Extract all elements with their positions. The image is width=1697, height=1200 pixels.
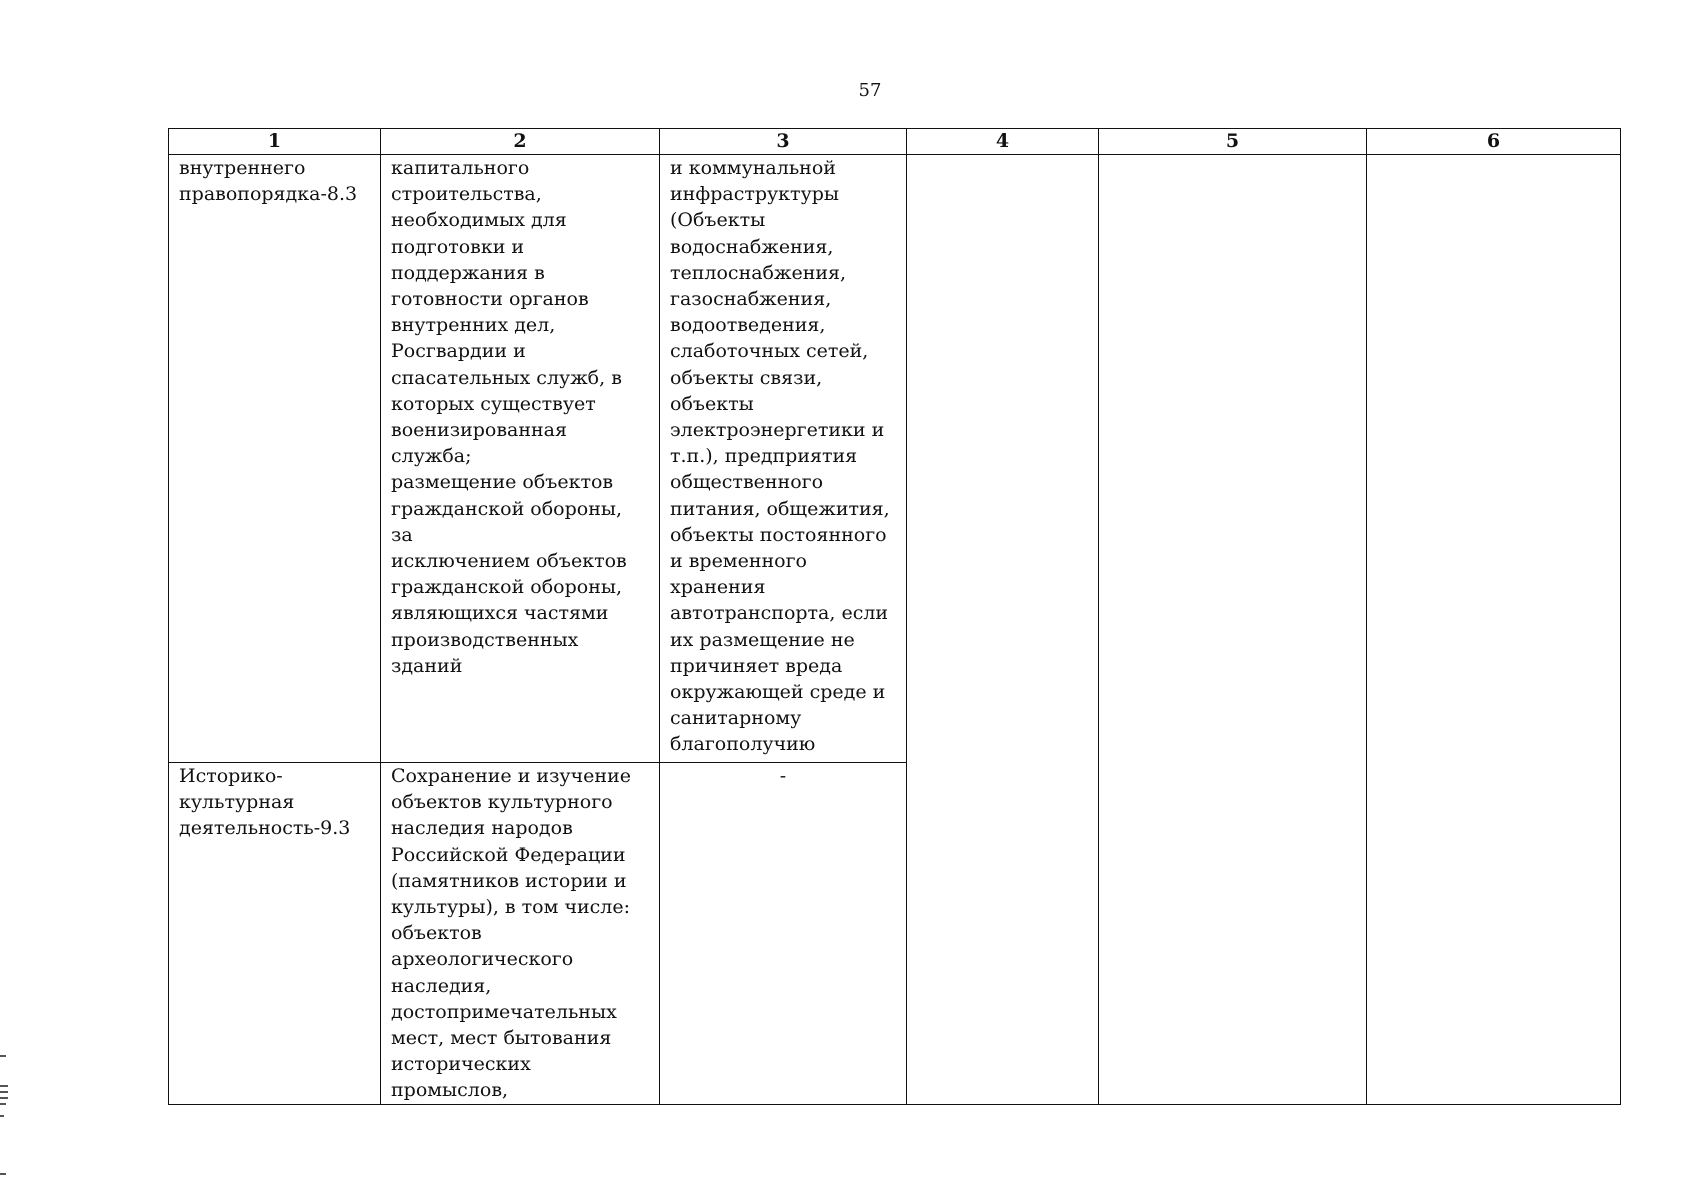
column-header-1: 1 bbox=[169, 129, 381, 155]
column-header-4: 4 bbox=[907, 129, 1099, 155]
table-cell bbox=[381, 155, 660, 763]
table-cell bbox=[660, 155, 907, 763]
column-header-3: 3 bbox=[660, 129, 907, 155]
page-number: 57 bbox=[858, 80, 882, 101]
column-header-5: 5 bbox=[1099, 129, 1367, 155]
table-cell bbox=[169, 763, 381, 1105]
land-use-type: Историко- культурная деятельность-9.3 bbox=[179, 765, 351, 840]
table-cell-empty bbox=[907, 155, 1099, 1105]
table-cell bbox=[660, 763, 907, 1105]
column-header-2: 2 bbox=[381, 129, 660, 155]
table-cell-empty bbox=[1099, 155, 1367, 1105]
land-use-type: внутреннего правопорядка-8.3 bbox=[179, 157, 358, 206]
land-use-description: капитального строительства, необходимых для подготовки и поддержания в готовности органов внутренних дел, Росгвардии и спасательных служб, в которых существует военизированная служба; размещение объектов гражданской обороны, за исключением объектов гражданской обороны, являющихся частями производственных зданий bbox=[391, 157, 627, 677]
table-cell bbox=[169, 155, 381, 763]
auxiliary-use-description: и коммунальной инфраструктуры (Объекты водоснабжения, теплоснабжения, газоснабжения, водоотведения, слаботочных сетей, объекты связи, объекты электроэнергетики и т.п.), предприятия общественного питания, общежития, объекты постоянного и временного хранения автотранспорта, если их размещение не причиняет вреда окружающей среде и санитарному благополучию bbox=[670, 157, 890, 756]
table-cell-empty bbox=[1367, 155, 1621, 1105]
table-row bbox=[169, 155, 1621, 763]
column-header-6: 6 bbox=[1367, 129, 1621, 155]
scan-edge-marks bbox=[0, 1055, 8, 1175]
table-header-row bbox=[169, 129, 1621, 155]
table-cell bbox=[381, 763, 660, 1105]
regulations-table bbox=[168, 128, 1621, 1105]
auxiliary-use-description: - bbox=[779, 765, 787, 787]
land-use-description: Сохранение и изучение объектов культурного наследия народов Российской Федерации (памятников истории и культуры), в том числе: объектов археологического наследия, достопримечательных мест, мест бытования исторических промыслов, bbox=[391, 765, 631, 1102]
